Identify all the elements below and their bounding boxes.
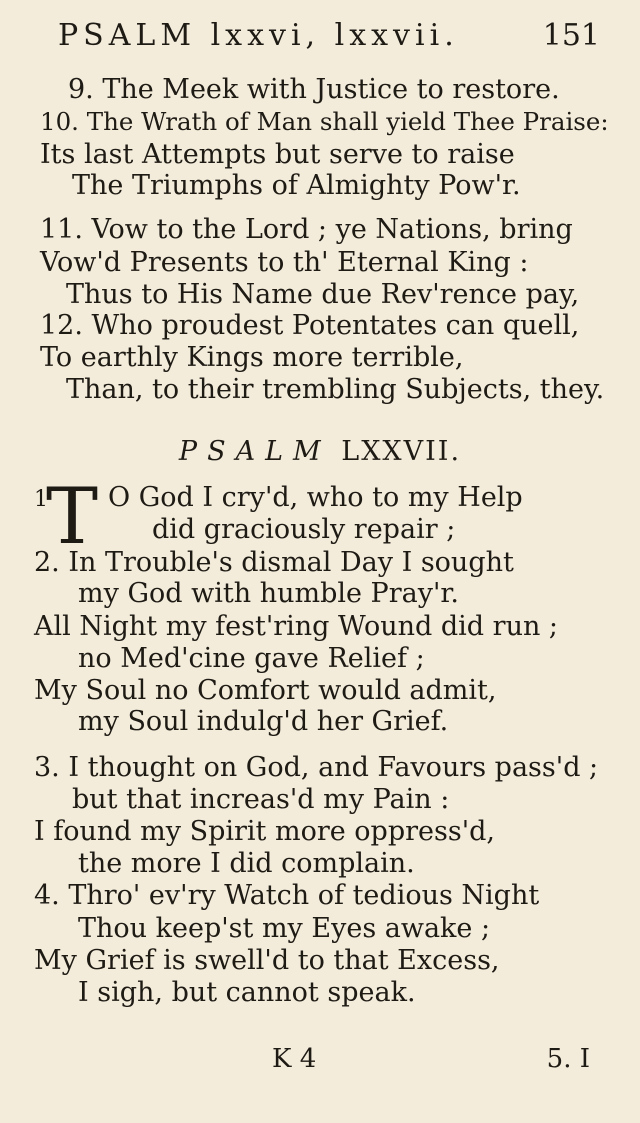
verse-line: the more I did complain. [78,848,415,879]
verse-line: my God with humble Pray'r. [78,578,459,609]
verse-line: 12. Who proudest Potentates can quell, [40,310,580,341]
verse-line: All Night my fest'ring Wound did run ; [34,611,559,642]
page-header [58,18,600,62]
verse-line: Its last Attempts but serve to raise [40,139,515,170]
verse-line: 10. The Wrath of Man shall yield Thee Praise: [40,107,609,136]
verse-line: did graciously repair ; [152,514,456,545]
verse-line: 4. Thro' ev'ry Watch of tedious Night [34,880,540,911]
verse-number: 1 [34,487,48,512]
verse-line: Than, to their trembling Subjects, they. [66,374,605,405]
signature-mark: K 4 [272,1044,317,1074]
catchword: 5. I [546,1044,590,1074]
psalm-heading-number: LXXVII. [341,436,462,467]
verse-line: 2. In Trouble's dismal Day I sought [34,547,514,578]
verse-line: To earthly Kings more terrible, [40,342,464,373]
verse-line: Vow'd Presents to th' Eternal King : [40,247,529,278]
verse-line: my Soul indulg'd her Grief. [78,706,449,737]
verse-line: The Triumphs of Almighty Pow'r. [72,170,521,201]
psalm-heading [0,436,640,467]
page-number: 151 [542,18,600,53]
verse-line: I found my Spirit more oppress'd, [34,816,496,847]
verse-line: no Med'cine gave Relief ; [78,643,425,674]
drop-cap: T [46,472,99,562]
verse-line: but that increas'd my Pain : [72,784,450,815]
verse-line: 9. The Meek with Justice to restore. [68,74,560,105]
verse-line: My Grief is swell'd to that Excess, [34,945,500,976]
verse-line: O God I cry'd, who to my Help [108,482,523,513]
running-title: PSALM lxxvi, lxxvii. [58,18,459,53]
verse-line: My Soul no Comfort would admit, [34,675,497,706]
verse-line: 3. I thought on God, and Favours pass'd ; [34,752,599,783]
verse-line: Thus to His Name due Rev'rence pay, [66,279,580,310]
verse-line: 11. Vow to the Lord ; ye Nations, bring [40,214,573,245]
verse-line: Thou keep'st my Eyes awake ; [78,913,491,944]
psalm-heading-word: PSALM [178,436,331,467]
verse-line: I sigh, but cannot speak. [78,977,416,1008]
